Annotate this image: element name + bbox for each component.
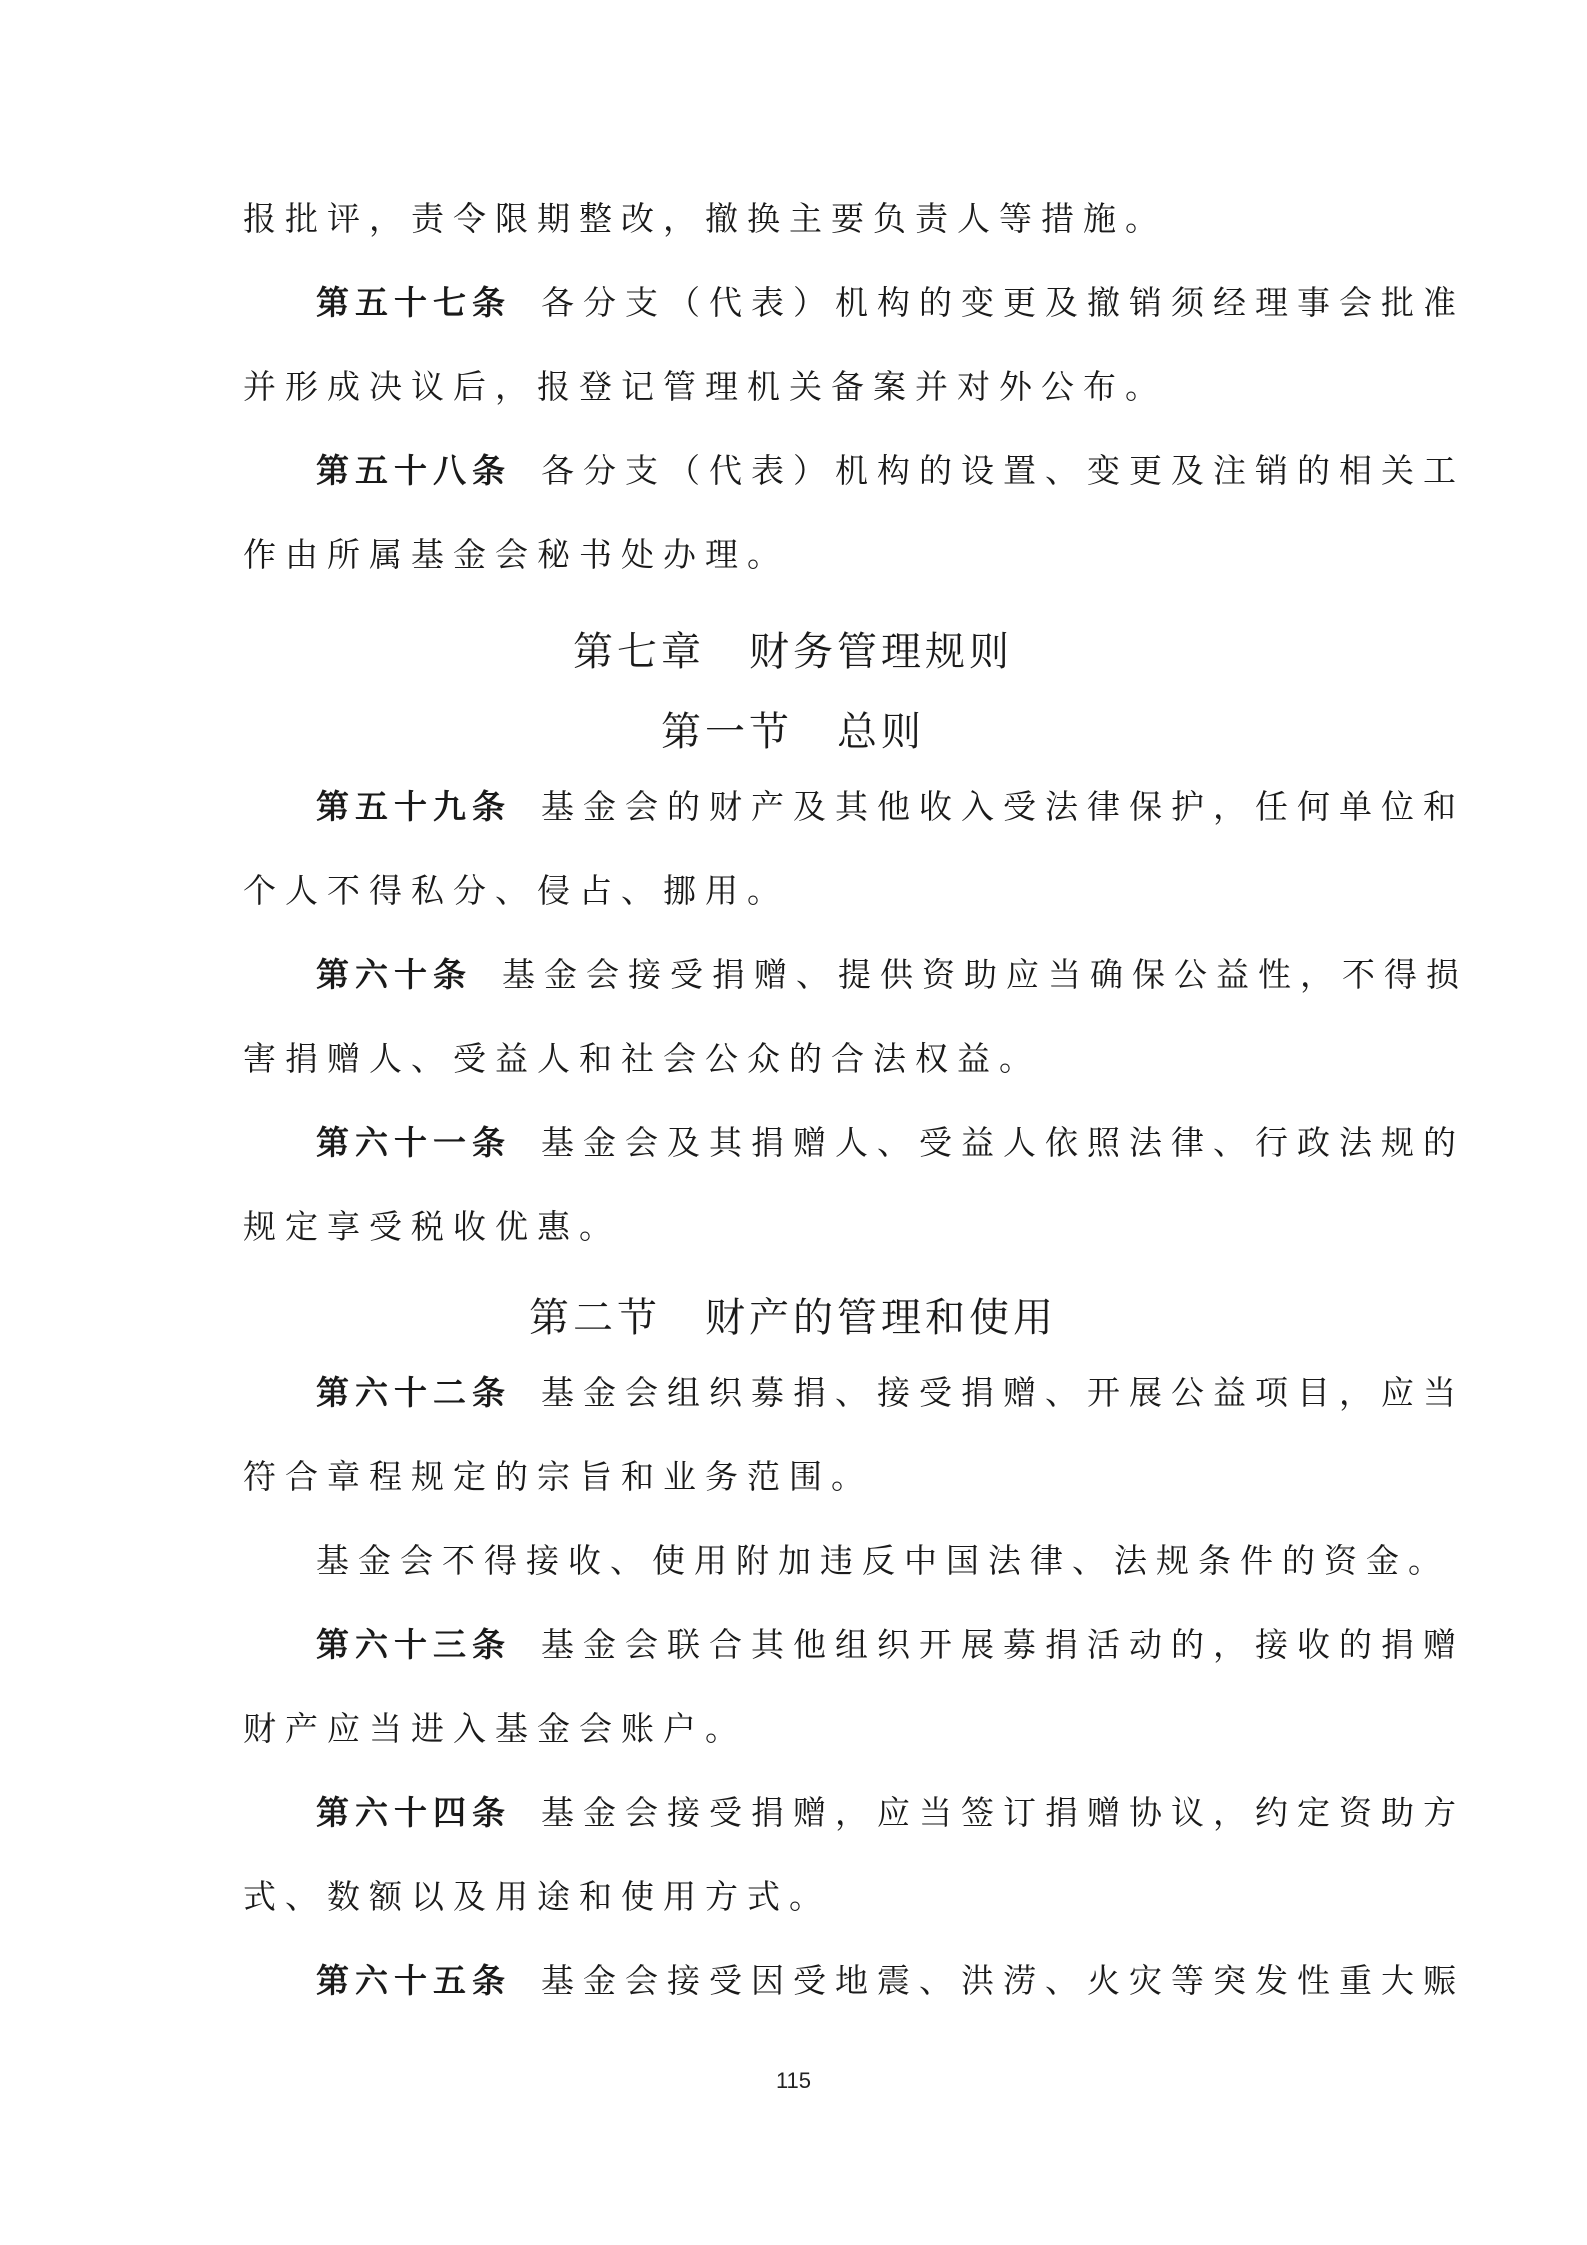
article-number: 第六十五条 bbox=[316, 1961, 511, 2000]
text-line: 作由所属基金会秘书处办理。 bbox=[243, 535, 789, 574]
page-body bbox=[243, 196, 1468, 2004]
article-63 bbox=[243, 1622, 1465, 1668]
article-59 bbox=[243, 784, 1465, 830]
article-text: 基金会接受捐赠、提供资助应当确保公益性，不得损 bbox=[502, 955, 1468, 994]
article-text: 基金会接受因受地震、洪涝、火灾等突发性重大赈 bbox=[541, 1961, 1465, 2000]
chapter-number: 第七章 bbox=[573, 629, 705, 675]
article-text: 基金会联合其他组织开展募捐活动的，接收的捐赠 bbox=[541, 1625, 1465, 1664]
article-number: 第六十一条 bbox=[316, 1123, 511, 1162]
article-60 bbox=[243, 952, 1468, 998]
article-text: 基金会及其捐赠人、受益人依照法律、行政法规的 bbox=[541, 1123, 1465, 1162]
text-line: 符合章程规定的宗旨和业务范围。 bbox=[243, 1457, 873, 1496]
section-number: 第一节 bbox=[661, 709, 793, 755]
text-line: 害捐赠人、受益人和社会公众的合法权益。 bbox=[243, 1039, 1041, 1078]
article-62 bbox=[243, 1370, 1465, 1416]
article-number: 第六十条 bbox=[316, 955, 472, 994]
article-number: 第六十四条 bbox=[316, 1793, 511, 1832]
chapter-heading bbox=[243, 626, 1343, 678]
section-title: 总则 bbox=[837, 709, 925, 755]
article-number: 第六十二条 bbox=[316, 1373, 511, 1412]
text-line: 规定享受税收优惠。 bbox=[243, 1207, 621, 1246]
text-line: 并形成决议后，报登记管理机关备案并对外公布。 bbox=[243, 367, 1167, 406]
section-number: 第二节 bbox=[529, 1295, 661, 1341]
article-text: 各分支（代表）机构的变更及撤销须经理事会批准 bbox=[541, 283, 1465, 322]
article-text: 基金会的财产及其他收入受法律保护，任何单位和 bbox=[541, 787, 1465, 826]
article-58 bbox=[243, 448, 1465, 494]
article-number: 第五十八条 bbox=[316, 451, 511, 490]
article-text: 各分支（代表）机构的设置、变更及注销的相关工 bbox=[541, 451, 1465, 490]
article-number: 第五十七条 bbox=[316, 283, 511, 322]
article-text: 基金会接受捐赠，应当签订捐赠协议，约定资助方 bbox=[541, 1793, 1465, 1832]
paragraph: 基金会不得接收、使用附加违反中国法律、法规条件的资金。 bbox=[316, 1541, 1450, 1580]
section-heading bbox=[243, 1292, 1343, 1344]
article-57 bbox=[243, 280, 1465, 326]
section-heading bbox=[243, 706, 1343, 758]
article-number: 第五十九条 bbox=[316, 787, 511, 826]
text-line: 个人不得私分、侵占、挪用。 bbox=[243, 871, 789, 910]
text-line: 报批评，责令限期整改，撤换主要负责人等措施。 bbox=[243, 199, 1167, 238]
article-text: 基金会组织募捐、接受捐赠、开展公益项目，应当 bbox=[541, 1373, 1465, 1412]
text-line: 式、数额以及用途和使用方式。 bbox=[243, 1877, 831, 1916]
article-65 bbox=[243, 1958, 1465, 2004]
chapter-title: 财务管理规则 bbox=[749, 629, 1013, 675]
article-number: 第六十三条 bbox=[316, 1625, 511, 1664]
section-title: 财产的管理和使用 bbox=[705, 1295, 1057, 1341]
article-64 bbox=[243, 1790, 1465, 1836]
text-line: 财产应当进入基金会账户。 bbox=[243, 1709, 747, 1748]
page-number: 115 bbox=[775, 2068, 812, 2093]
article-61 bbox=[243, 1120, 1465, 1166]
